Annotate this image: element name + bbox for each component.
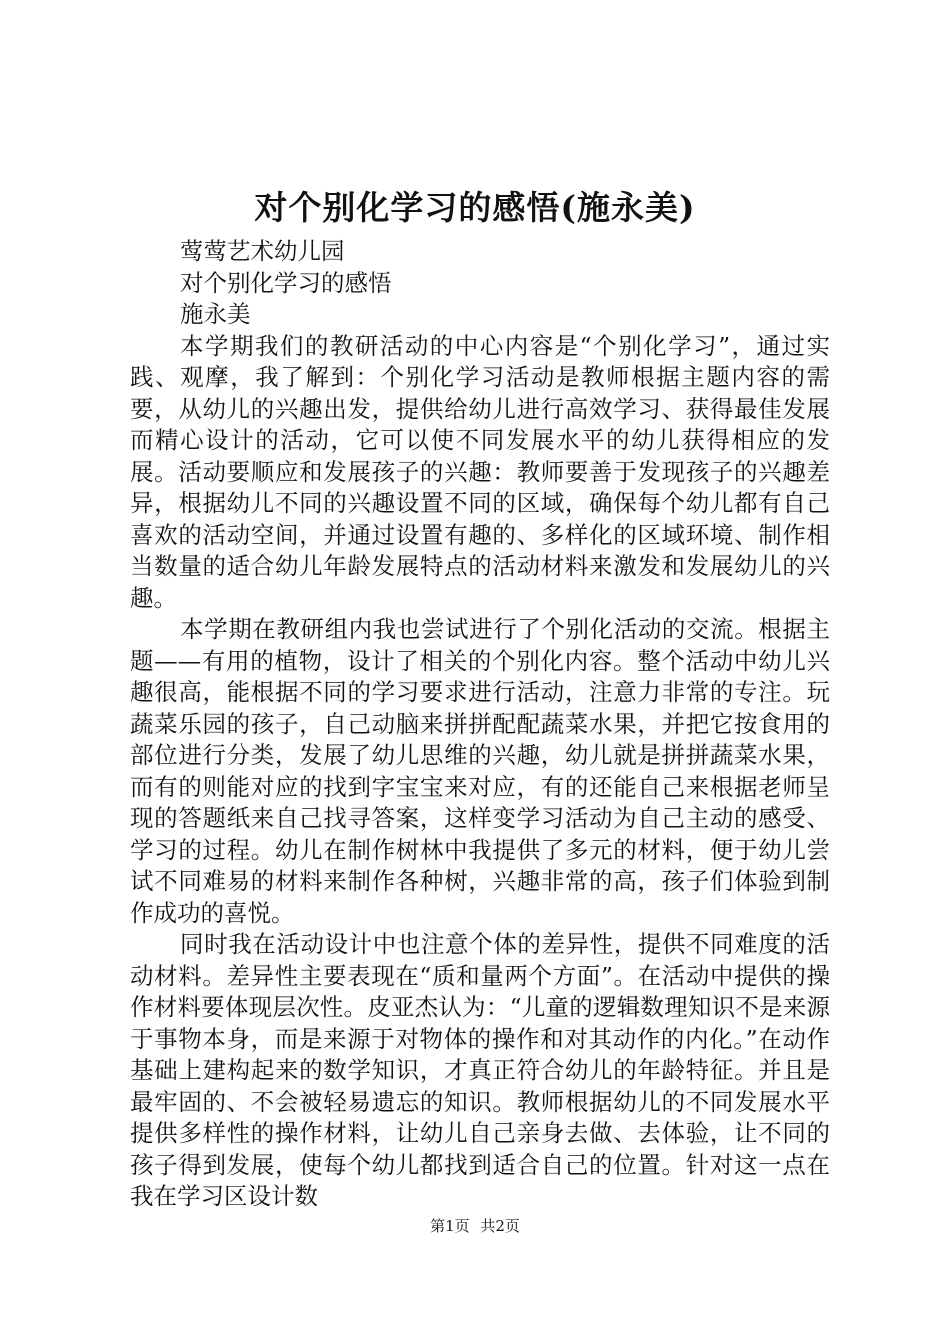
article-subtitle: 对个别化学习的感悟 [180,268,392,297]
paragraph-3: 同时我在活动设计中也注意个体的差异性，提供不同难度的活动材料。差异性主要表现在“质和量两个方面”。在活动中提供的操作材料要体现层次性。皮亚杰认为：“儿童的逻辑数理知识不是来源于事物本身，而是来源于对物体的操作和对其动作的内化。”在动作基础上建构起来的数学知识，才真正符合幼儿的年龄特征。并且是最牢固的、不会被轻易遗忘的知识。教师根据幼儿的不同发展水平提供多样性的操作材料，让幼儿自己亲身去做、去体验，让不同的孩子得到发展，使每个幼儿都找到适合自己的位置。针对这一点在我在学习区设计数 [130,930,830,1210]
paragraph-2: 本学期在教研组内我也尝试进行了个别化活动的交流。根据主题——有用的植物，设计了相关的个别化内容。整个活动中幼儿兴趣很高，能根据不同的学习要求进行活动，注意力非常的专注。玩蔬菜乐园的孩子，自己动脑来拼拼配配蔬菜水果，并把它按食用的部位进行分类，发展了幼儿思维的兴趣，幼儿就是拼拼蔬菜水果，而有的则能对应的找到字宝宝来对应，有的还能自己来根据老师呈现的答题纸来自己找寻答案，这样变学习活动为自己主动的感受、学习的过程。幼儿在制作树林中我提供了多元的材料，便于幼儿尝试不同难易的材料来制作各种树，兴趣非常的高，孩子们体验到制作成功的喜悦。 [130,615,830,927]
paragraph-1: 本学期我们的教研活动的中心内容是“个别化学习”，通过实践、观摩，我了解到：个别化学习活动是教师根据主题内容的需要，从幼儿的兴趣出发，提供给幼儿进行高效学习、获得最佳发展而精心设计的活动，它可以使不同发展水平的幼儿获得相应的发展。活动要顺应和发展孩子的兴趣：教师要善于发现孩子的兴趣差异，根据幼儿不同的兴趣设置不同的区域，确保每个幼儿都有自己喜欢的活动空间，并通过设置有趣的、多样化的区域环境、制作相当数量的适合幼儿年龄发展特点的活动材料来激发和发展幼儿的兴趣。 [130,331,830,612]
document-body [130,236,830,1213]
author-name: 施永美 [180,300,251,328]
page-footer: 第1页 共2页 [430,1217,520,1235]
document-title: 对个别化学习的感悟(施永美) [254,188,696,227]
kindergarten-name: 莺莺艺术幼儿园 [180,237,345,265]
